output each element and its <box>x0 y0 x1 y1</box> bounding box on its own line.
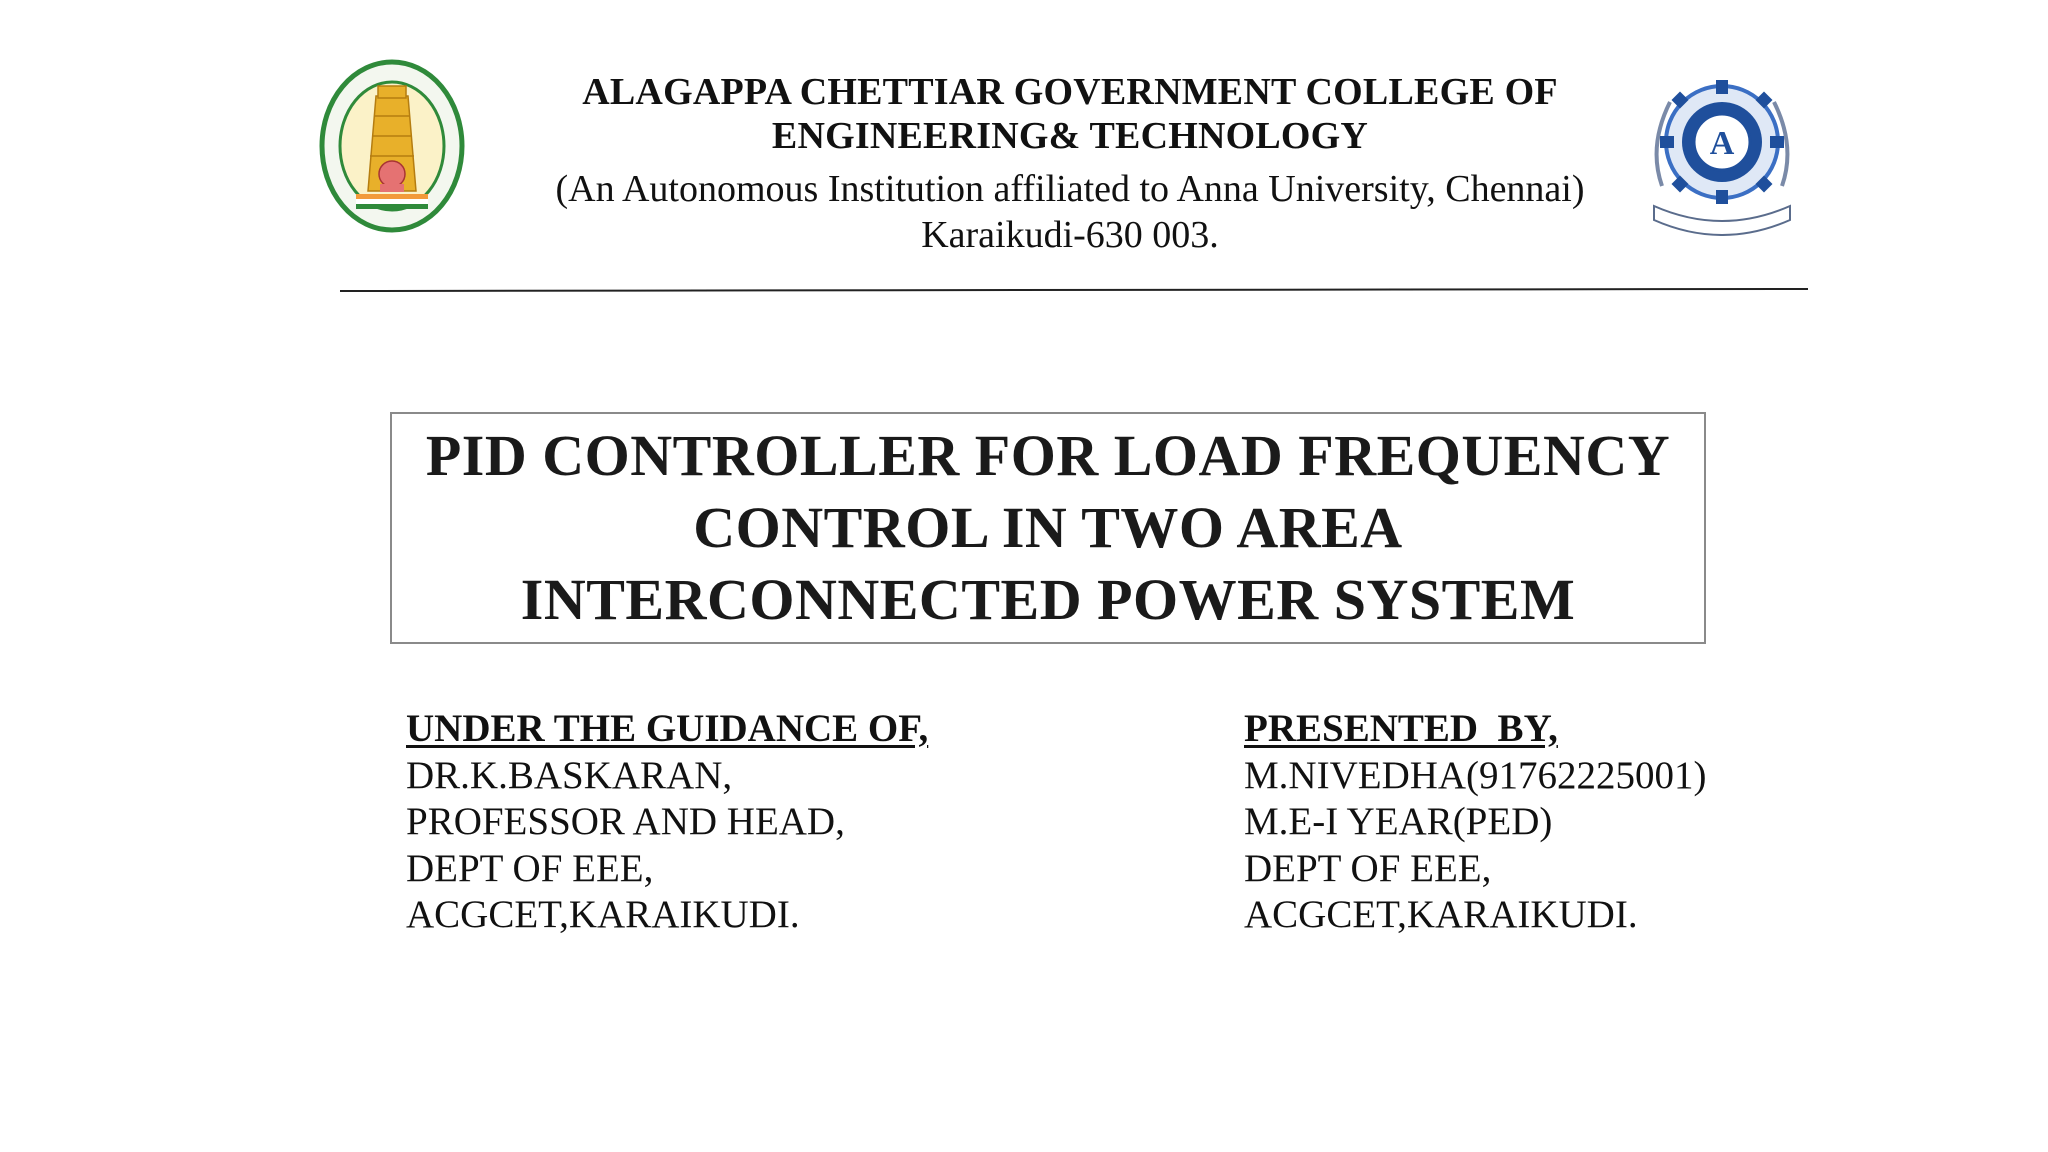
title-line1: PID CONTROLLER FOR LOAD FREQUENCY <box>425 423 1671 488</box>
college-header <box>470 70 1670 258</box>
title-line3: INTERCONNECTED POWER SYSTEM <box>520 567 1576 632</box>
presenter-institution: ACGCET,KARAIKUDI. <box>1244 893 1638 936</box>
address-text: Karaikudi-630 003. <box>921 214 1219 256</box>
presenter-year: M.E-I YEAR(PED) <box>1244 800 1553 843</box>
presenter-name: M.NIVEDHA(91762225001) <box>1244 753 1707 797</box>
college-name-line1: ALAGAPPA CHETTIAR GOVERNMENT COLLEGE OF <box>582 71 1558 113</box>
government-of-tamilnadu-logo <box>318 56 466 236</box>
title-box <box>390 412 1706 644</box>
presented-by-section <box>1244 706 1707 939</box>
presenter-department: DEPT OF EEE, <box>1244 846 1492 890</box>
college-name-line2: ENGINEERING& TECHNOLOGY <box>771 115 1369 157</box>
college-crest-icon <box>1642 66 1802 236</box>
guide-designation: PROFESSOR AND HEAD, <box>406 800 845 843</box>
header-divider <box>340 288 1808 292</box>
crest-letter: A <box>1709 125 1735 162</box>
guide-name: DR.K.BASKARAN, <box>406 753 733 797</box>
guide-department: DEPT OF EEE, <box>406 846 654 890</box>
guidance-section <box>406 706 928 939</box>
guide-institution: ACGCET,KARAIKUDI. <box>406 893 800 936</box>
guidance-heading: UNDER THE GUIDANCE OF, <box>406 707 929 750</box>
presented-heading: PRESENTED BY, <box>1244 707 1558 750</box>
affiliation-text: (An Autonomous Institution affiliated to Anna University, Chennai) <box>555 168 1585 210</box>
presentation-title <box>403 420 1693 636</box>
tamilnadu-emblem-icon <box>318 56 466 236</box>
title-line2: CONTROL IN TWO AREA <box>693 495 1403 560</box>
college-logo <box>1642 66 1802 236</box>
